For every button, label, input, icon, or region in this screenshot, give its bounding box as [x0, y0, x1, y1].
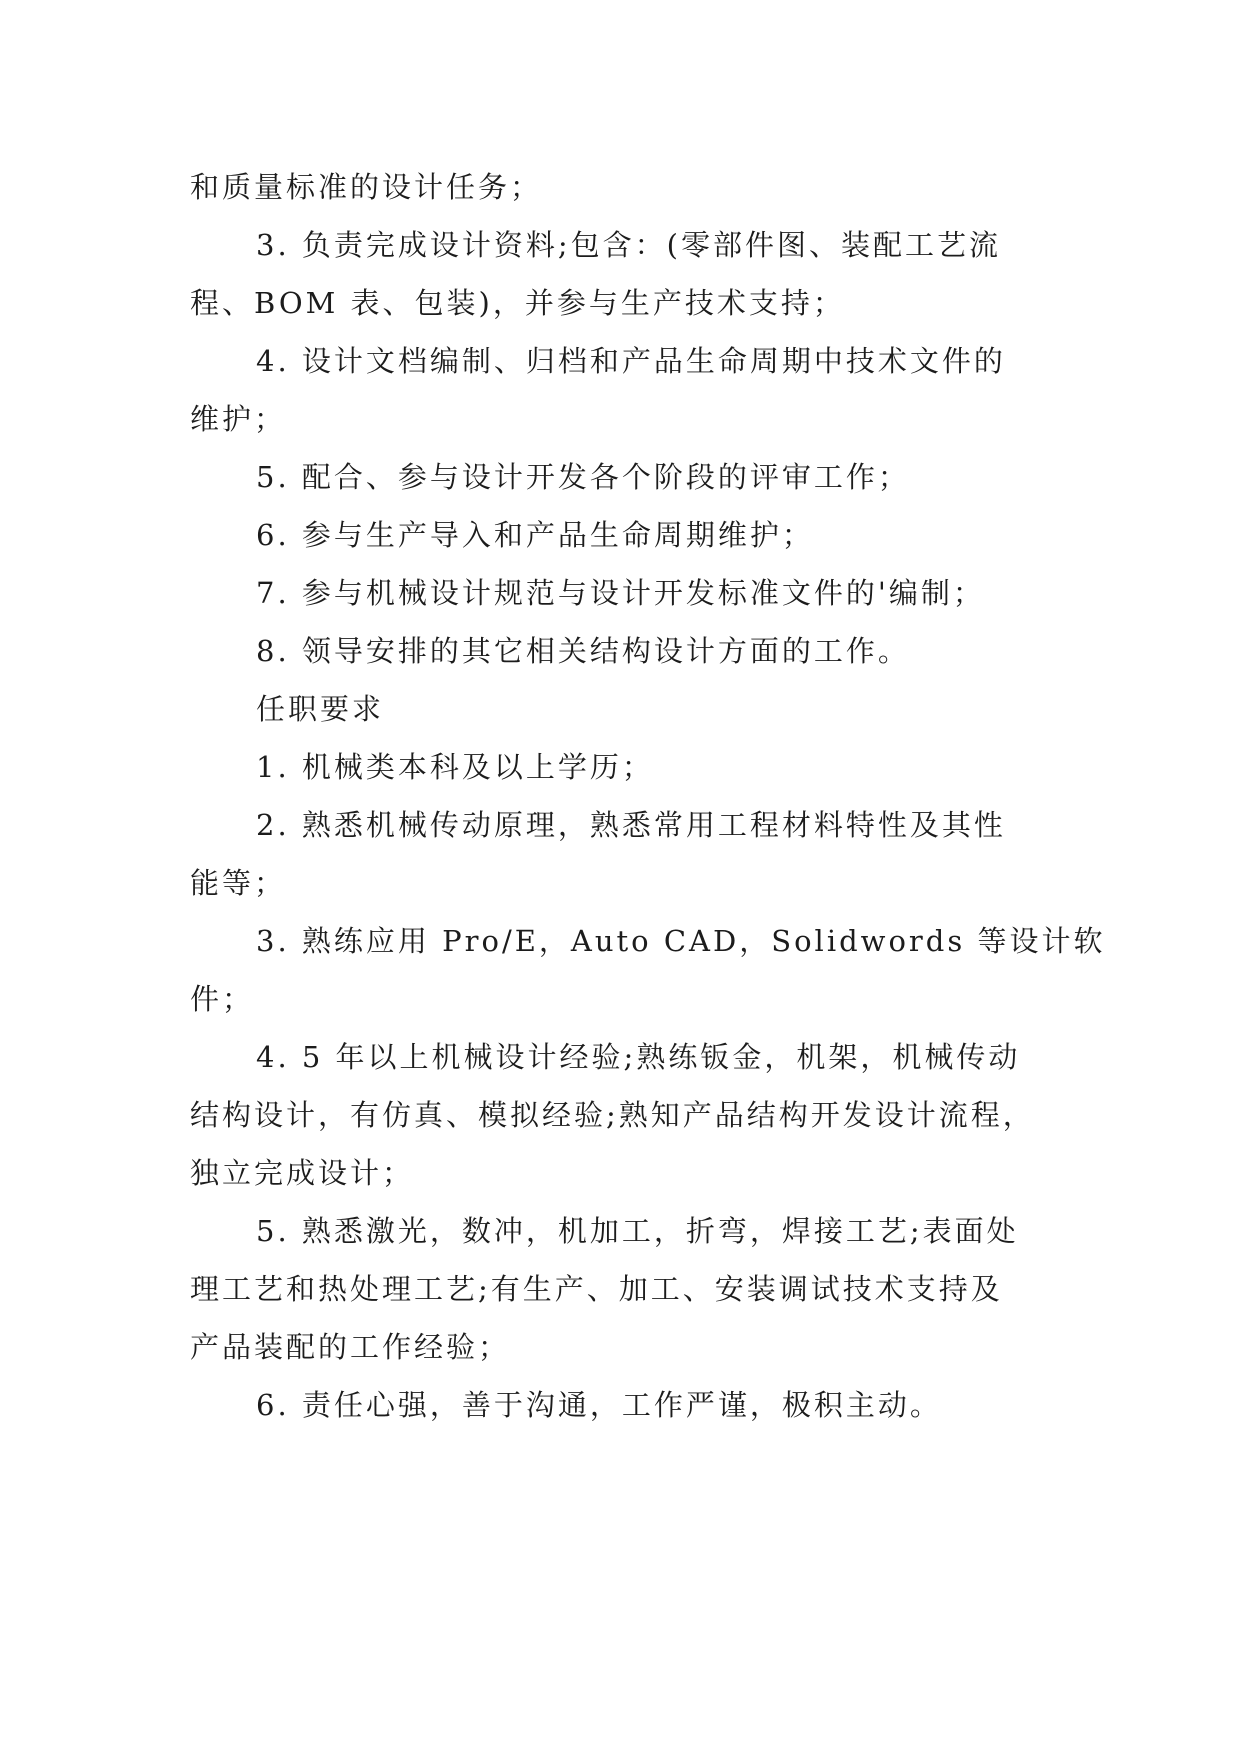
- text-line: 独立完成设计；: [190, 1156, 415, 1190]
- document-body: [190, 158, 1106, 1434]
- text-line: 程、BOM 表、包装)，并参与生产技术支持；: [190, 286, 845, 320]
- text-line: 1. 机械类本科及以上学历；: [256, 750, 654, 784]
- text-line: 3. 负责完成设计资料;包含：(零部件图、装配工艺流: [256, 228, 1001, 262]
- text-line: 5. 熟悉激光，数冲，机加工，折弯，焊接工艺;表面处: [256, 1214, 1019, 1248]
- text-line: 4. 设计文档编制、归档和产品生命周期中技术文件的: [256, 344, 1006, 378]
- text-line: 件；: [190, 982, 255, 1016]
- text-line: 和质量标准的设计任务；: [190, 170, 543, 204]
- text-line: 2. 熟悉机械传动原理，熟悉常用工程材料特性及其性: [256, 808, 1006, 842]
- text-line: 理工艺和热处理工艺;有生产、加工、安装调试技术支持及: [190, 1272, 1003, 1306]
- text-line: 5. 配合、参与设计开发各个阶段的评审工作；: [256, 460, 910, 494]
- text-line: 6. 参与生产导入和产品生命周期维护；: [256, 518, 814, 552]
- text-line: 产品装配的工作经验；: [190, 1330, 511, 1364]
- section-heading: 任职要求: [256, 692, 385, 726]
- text-line: 7. 参与机械设计规范与设计开发标准文件的'编制；: [256, 576, 985, 610]
- text-line: 维护；: [190, 402, 287, 436]
- text-line: 能等；: [190, 866, 287, 900]
- text-line: 3. 熟练应用 Pro/E，Auto CAD，Solidwords 等设计软: [256, 924, 1106, 958]
- text-line: 6. 责任心强，善于沟通，工作严谨，极积主动。: [256, 1388, 942, 1422]
- text-line: 8. 领导安排的其它相关结构设计方面的工作。: [256, 634, 910, 668]
- text-line: 4. 5 年以上机械设计经验;熟练钣金，机架，机械传动: [256, 1040, 1021, 1074]
- text-line: 结构设计，有仿真、模拟经验;熟知产品结构开发设计流程，: [190, 1098, 1035, 1132]
